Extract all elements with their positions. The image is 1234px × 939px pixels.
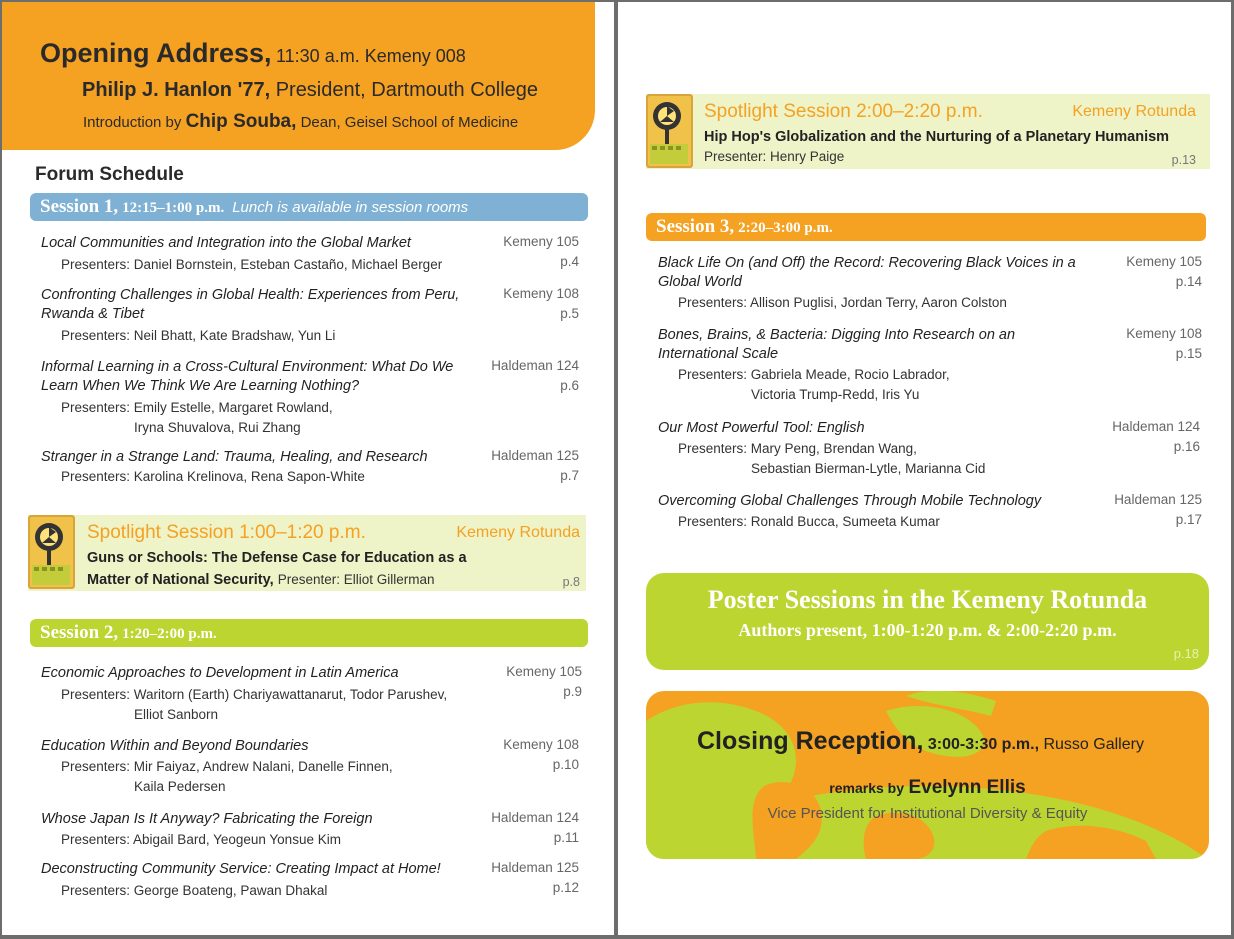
entry-page: p.10 xyxy=(552,757,579,772)
entry-presenters: Presenters: George Boateng, Pawan Dhakal xyxy=(61,883,328,898)
session-1-entry-1 xyxy=(41,234,579,278)
opening-speaker-role: President, Dartmouth College xyxy=(275,79,539,101)
poster-page: p.18 xyxy=(1173,646,1199,661)
poster-sessions-banner xyxy=(646,573,1209,670)
entry-title: Whose Japan Is It Anyway? Fabricating the Foreign xyxy=(41,811,373,827)
opening-address-title: Opening Address, xyxy=(40,38,272,68)
forum-schedule-title: Forum Schedule xyxy=(35,164,184,185)
closing-venue: Russo Gallery xyxy=(1043,736,1144,753)
session-3-entry-1 xyxy=(658,254,1202,316)
entry-presenters-line2: Iryna Shuvalova, Rui Zhang xyxy=(134,420,301,435)
entry-title: Education Within and Beyond Boundaries xyxy=(41,738,309,754)
session-3-bar xyxy=(646,213,1206,241)
closing-remarks-label: remarks by xyxy=(829,780,905,796)
entry-presenters-line2: Kaila Pedersen xyxy=(134,779,226,794)
session-1-bar xyxy=(30,193,588,221)
entry-page: p.16 xyxy=(1173,439,1200,454)
entry-presenters xyxy=(678,365,950,405)
entry-room: Haldeman 125 xyxy=(1114,492,1202,507)
session-3-entry-4 xyxy=(658,492,1202,536)
entry-title: Deconstructing Community Service: Creating Impact at Home! xyxy=(41,861,441,877)
closing-heading xyxy=(697,727,1144,756)
spotlight-1-title xyxy=(87,547,467,591)
session-1-entry-2 xyxy=(41,286,579,346)
entry-presenters: Presenters: Daniel Bornstein, Esteban Castaño, Michael Berger xyxy=(61,257,443,272)
entry-title: Stranger in a Strange Land: Trauma, Healing, and Research xyxy=(41,449,428,465)
session-3-time: 2:20–3:00 p.m. xyxy=(738,220,833,236)
entry-title: Bones, Brains, & Bacteria: Digging Into Research on an International Scale xyxy=(658,327,1016,362)
entry-presenters-line2: Sebastian Bierman-Lytle, Marianna Cid xyxy=(751,461,986,476)
session-2-entry-2 xyxy=(41,737,579,799)
entry-presenters xyxy=(61,757,393,797)
entry-presenters: Presenters: Karolina Krelinova, Rena Sapon-White xyxy=(61,469,365,484)
entry-presenters-line1: Presenters: Mir Faiyaz, Andrew Nalani, Danelle Finnen, xyxy=(61,759,393,774)
session-3-name: Session 3, xyxy=(656,216,735,237)
entry-presenters xyxy=(678,439,985,479)
entry-presenters: Presenters: Neil Bhatt, Kate Bradshaw, Yun Li xyxy=(61,328,336,343)
session-2-entry-1 xyxy=(41,664,582,726)
entry-page: p.7 xyxy=(560,468,579,483)
session-1-note: Lunch is available in session rooms xyxy=(232,199,469,216)
entry-presenters xyxy=(61,398,333,438)
entry-presenters-line2: Elliot Sanborn xyxy=(134,707,219,722)
spotlight-1-title-text: Matter of National Security, xyxy=(87,572,274,588)
entry-title: Overcoming Global Challenges Through Mobile Technology xyxy=(658,493,1042,509)
opening-speaker-name: Philip J. Hanlon '77, xyxy=(82,79,271,101)
spotlight-session-2 xyxy=(646,94,1210,169)
left-page xyxy=(2,2,614,935)
entry-room: Kemeny 108 xyxy=(503,737,579,752)
entry-presenters xyxy=(61,685,447,725)
entry-title: Our Most Powerful Tool: English xyxy=(658,420,865,436)
spotlight-1-page: p.8 xyxy=(562,575,580,589)
spotlight-1-location: Kemeny Rotunda xyxy=(456,524,580,541)
session-2-bar xyxy=(30,619,588,647)
spotlight-2-presenter: Presenter: Henry Paige xyxy=(704,149,845,164)
entry-title: Local Communities and Integration into the Global Market xyxy=(41,235,411,251)
closing-title: Closing Reception, xyxy=(697,727,924,755)
entry-room: Haldeman 124 xyxy=(1112,419,1200,434)
spotlight-2-heading: Spotlight Session 2:00–2:20 p.m. xyxy=(704,101,983,122)
opening-address-banner xyxy=(2,2,595,150)
session-2-time: 1:20–2:00 p.m. xyxy=(122,626,217,642)
spotlight-icon xyxy=(646,94,693,168)
entry-presenters-line1: Presenters: Mary Peng, Brendan Wang, xyxy=(678,441,917,456)
intro-name: Chip Souba, xyxy=(185,111,297,132)
entry-page: p.15 xyxy=(1175,346,1202,361)
entry-room: Haldeman 125 xyxy=(491,448,579,463)
entry-page: p.9 xyxy=(563,684,582,699)
closing-remarks-line xyxy=(646,777,1209,799)
entry-room: Kemeny 108 xyxy=(503,286,579,301)
poster-subtitle: Authors present, 1:00-1:20 p.m. & 2:00-2:20 p.m. xyxy=(738,620,1117,640)
closing-reception-banner xyxy=(646,691,1209,859)
entry-page: p.6 xyxy=(560,378,579,393)
closing-speaker: Evelynn Ellis xyxy=(908,777,1026,798)
entry-title: Informal Learning in a Cross-Cultural Environment: What Do We Learn When We Think We Are Learning Nothing? xyxy=(41,359,454,394)
session-3-entry-3 xyxy=(658,419,1200,481)
entry-presenters-line1: Presenters: Gabriela Meade, Rocio Labrador, xyxy=(678,367,950,382)
entry-page: p.11 xyxy=(553,830,579,845)
spotlight-1-presenter: Presenter: Elliot Gillerman xyxy=(277,572,435,587)
spotlight-1-title-line2 xyxy=(87,569,467,591)
spotlight-icon xyxy=(28,515,75,589)
entry-room: Kemeny 105 xyxy=(1126,254,1202,269)
session-2-entry-3 xyxy=(41,810,579,854)
session-3-entry-2 xyxy=(658,326,1202,408)
session-2-entry-4 xyxy=(41,860,579,904)
entry-title: Black Life On (and Off) the Record: Recovering Black Voices in a Global World xyxy=(658,255,1076,290)
session-1-entry-3 xyxy=(41,358,579,438)
entry-page: p.14 xyxy=(1175,274,1202,289)
opening-address-time: 11:30 a.m. Kemeny 008 xyxy=(275,46,466,66)
closing-time: 3:00-3:30 p.m., xyxy=(927,736,1040,753)
opening-speaker-line xyxy=(82,79,538,102)
entry-room: Haldeman 124 xyxy=(491,358,579,373)
session-1-entry-4 xyxy=(41,448,579,492)
spotlight-1-heading: Spotlight Session 1:00–1:20 p.m. xyxy=(87,522,366,543)
spotlight-session-1 xyxy=(28,515,586,591)
spotlight-1-title-line1: Guns or Schools: The Defense Case for Education as a xyxy=(87,550,467,566)
intro-role: Dean, Geisel School of Medicine xyxy=(300,114,519,131)
opening-address-heading xyxy=(40,38,466,69)
entry-title: Economic Approaches to Development in Latin America xyxy=(41,665,399,681)
closing-speaker-role: Vice President for Institutional Diversity & Equity xyxy=(767,805,1088,822)
entry-page: p.4 xyxy=(560,254,579,269)
poster-title: Poster Sessions in the Kemeny Rotunda xyxy=(707,585,1148,614)
session-2-name: Session 2, xyxy=(40,622,119,643)
entry-presenters-line1: Presenters: Waritorn (Earth) Chariyawattanarut, Todor Parushev, xyxy=(61,687,448,702)
session-1-time: 12:15–1:00 p.m. xyxy=(122,200,225,216)
intro-label: Introduction by xyxy=(83,114,182,131)
entry-page: p.17 xyxy=(1175,512,1202,527)
entry-presenters-line1: Presenters: Emily Estelle, Margaret Rowland, xyxy=(61,400,333,415)
entry-presenters: Presenters: Ronald Bucca, Sumeeta Kumar xyxy=(678,514,940,529)
entry-room: Kemeny 105 xyxy=(506,664,582,679)
entry-room: Kemeny 105 xyxy=(503,234,579,249)
entry-room: Haldeman 124 xyxy=(491,810,579,825)
opening-intro-line xyxy=(83,111,518,133)
entry-presenters-line2: Victoria Trump-Redd, Iris Yu xyxy=(751,387,920,402)
entry-title: Confronting Challenges in Global Health: Experiences from Peru, Rwanda & Tibet xyxy=(41,287,460,322)
entry-room: Haldeman 125 xyxy=(491,860,579,875)
globe-map-graphic xyxy=(646,691,1209,859)
spotlight-2-page: p.13 xyxy=(1171,153,1196,167)
session-1-name: Session 1, xyxy=(40,196,119,217)
spotlight-2-title: Hip Hop's Globalization and the Nurturing of a Planetary Humanism xyxy=(704,129,1170,145)
entry-presenters: Presenters: Allison Puglisi, Jordan Terry, Aaron Colston xyxy=(678,295,1007,310)
entry-presenters: Presenters: Abigail Bard, Yeogeun Yonsue Kim xyxy=(61,832,341,847)
entry-page: p.5 xyxy=(560,306,579,321)
entry-page: p.12 xyxy=(552,880,579,895)
spotlight-2-location: Kemeny Rotunda xyxy=(1072,103,1196,120)
right-page xyxy=(618,2,1231,935)
entry-room: Kemeny 108 xyxy=(1126,326,1202,341)
